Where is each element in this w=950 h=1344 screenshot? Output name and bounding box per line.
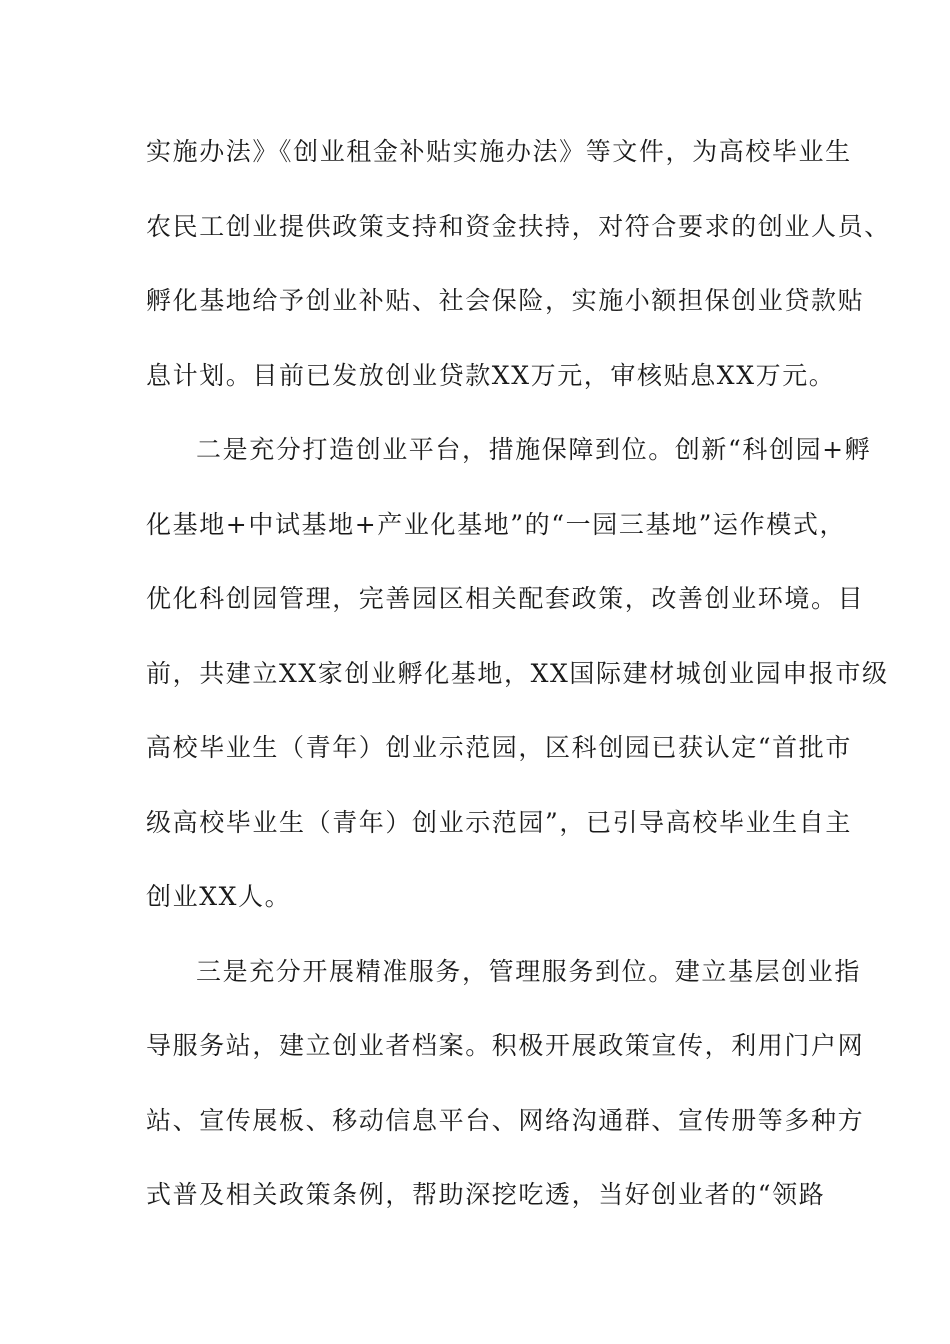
- paragraph-start-line: 三是充分开展精准服务，管理服务到位。建立基层创业指: [196, 957, 862, 986]
- paragraph-start-line: 二是充分打造创业平台，措施保障到位。创新“科创园+孵: [196, 435, 872, 464]
- text-line: 农民工创业提供政策支持和资金扶持，对符合要求的创业人员、: [146, 212, 891, 241]
- text-line: 高校毕业生（青年）创业示范园，区科创园已获认定“首批市: [146, 733, 852, 762]
- text-line: 级高校毕业生（青年）创业示范园”，已引导高校毕业生自主: [146, 808, 852, 837]
- text-line: 孵化基地给予创业补贴、社会保险，实施小额担保创业贷款贴: [146, 286, 865, 315]
- text-line: 前，共建立XX家创业孵化基地，XX国际建材城创业园申报市级: [146, 659, 889, 688]
- text-line: 优化科创园管理，完善园区相关配套政策，改善创业环境。目: [146, 584, 865, 613]
- text-line: 息计划。目前已发放创业贷款XX万元，审核贴息XX万元。: [146, 361, 836, 390]
- text-line: 站、宣传展板、移动信息平台、网络沟通群、宣传册等多种方: [146, 1106, 865, 1135]
- text-line: 化基地+中试基地+产业化基地”的“一园三基地”运作模式，: [146, 510, 847, 539]
- text-line: 式普及相关政策条例，帮助深挖吃透，当好创业者的“领路: [146, 1180, 826, 1209]
- text-line: 实施办法》《创业租金补贴实施办法》等文件，为高校毕业生: [146, 137, 852, 166]
- text-line: 创业XX人。: [146, 882, 292, 911]
- text-line: 导服务站，建立创业者档案。积极开展政策宣传，利用门户网: [146, 1031, 865, 1060]
